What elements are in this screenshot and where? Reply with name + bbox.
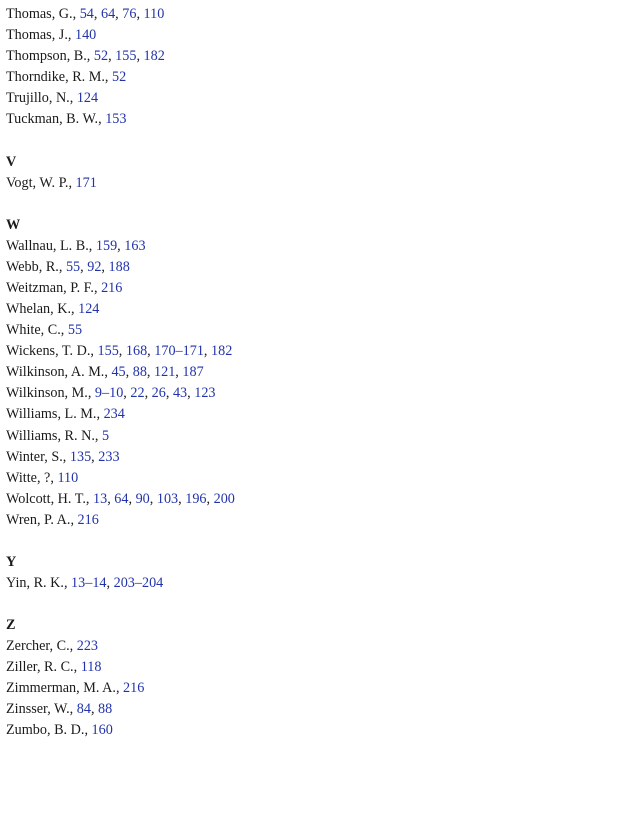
page-separator: , <box>125 364 133 381</box>
index-entry <box>6 573 626 594</box>
name-separator: , <box>88 237 96 254</box>
page-link[interactable]: 64 <box>100 6 116 22</box>
author-name: Yin, R. K. <box>6 574 64 591</box>
index-section-v <box>6 152 626 194</box>
section-heading: V <box>6 153 17 170</box>
page-link[interactable]: 124 <box>78 300 100 317</box>
name-separator: , <box>85 490 93 507</box>
author-name: Vogt, W. P. <box>6 174 69 191</box>
name-separator: , <box>115 680 124 697</box>
page-separator: , <box>187 385 195 402</box>
index-entry <box>6 636 626 657</box>
index-entry <box>6 46 626 67</box>
index-entry <box>6 362 626 383</box>
index-section-y <box>6 552 626 594</box>
author-name: Trujillo, N. <box>6 90 70 107</box>
page-link[interactable]: 124 <box>76 90 99 107</box>
author-name: Webb, R. <box>6 258 59 275</box>
author-name: Wickens, T. D. <box>6 343 91 360</box>
section-heading: W <box>6 216 21 233</box>
index-entry <box>6 109 626 130</box>
index-entry <box>6 257 626 278</box>
page-link[interactable]: 103 <box>156 490 179 507</box>
name-separator: , <box>69 638 77 655</box>
page-separator: , <box>101 258 109 275</box>
author-name: Zinsser, W. <box>6 701 70 718</box>
page-separator: , <box>107 490 115 507</box>
page-link[interactable]: 88 <box>132 364 147 381</box>
page-link[interactable]: 160 <box>91 722 113 739</box>
page-separator: , <box>136 6 144 22</box>
index-entry <box>6 341 626 362</box>
author-name: Ziller, R. C. <box>6 659 74 676</box>
name-separator: , <box>104 69 113 86</box>
page-separator: , <box>118 343 126 360</box>
page-link[interactable]: 45 <box>111 364 126 381</box>
page-link[interactable]: 123 <box>194 385 216 402</box>
index-entry <box>6 383 626 404</box>
page-link[interactable]: 26 <box>151 385 166 402</box>
name-separator: , <box>62 448 70 465</box>
page-link[interactable]: 110 <box>57 469 79 486</box>
name-separator: , <box>72 6 80 22</box>
index-entry <box>6 67 626 88</box>
page-link[interactable]: 5 <box>101 427 110 444</box>
page-link[interactable]: 155 <box>97 343 119 360</box>
page-link[interactable]: 188 <box>108 258 130 275</box>
page-link[interactable]: 223 <box>76 638 99 655</box>
page-separator: , <box>147 343 155 360</box>
index-entry <box>6 173 626 194</box>
page-separator: , <box>123 385 131 402</box>
page-link[interactable]: 55 <box>67 322 83 339</box>
page-link[interactable]: 110 <box>143 6 165 22</box>
name-separator: , <box>68 174 76 191</box>
page-link[interactable]: 171 <box>75 174 97 191</box>
page-separator: , <box>106 574 114 591</box>
author-name: Thompson, B. <box>6 48 87 65</box>
author-name: Williams, R. N. <box>6 427 95 444</box>
name-separator: , <box>69 701 77 718</box>
index-entry <box>6 468 626 489</box>
author-name: Whelan, K. <box>6 300 72 317</box>
index-section-w <box>6 215 626 531</box>
author-name: Weitzman, P. F. <box>6 279 94 296</box>
author-name: Zercher, C. <box>6 638 70 655</box>
page-link[interactable]: 54 <box>79 6 94 22</box>
index-entry <box>6 278 626 299</box>
name-separator: , <box>98 111 106 128</box>
page-link[interactable]: 216 <box>101 279 123 296</box>
name-separator: , <box>90 343 98 360</box>
index-entry <box>6 88 626 109</box>
author-name: Wallnau, L. B. <box>6 237 89 254</box>
page-separator: , <box>91 448 99 465</box>
page-separator: , <box>93 6 101 22</box>
page-link[interactable]: 13 <box>93 490 108 507</box>
author-name: Wolcott, H. T. <box>6 490 86 507</box>
index-entry <box>6 720 626 741</box>
index-entry <box>6 236 626 257</box>
page-link[interactable]: 187 <box>182 364 204 381</box>
page-link[interactable]: 135 <box>69 448 92 465</box>
page-separator: , <box>117 237 125 254</box>
page-separator: , <box>136 48 144 65</box>
author-name: Wilkinson, A. M. <box>6 364 105 381</box>
page-link[interactable]: 203–204 <box>113 574 164 591</box>
name-separator: , <box>58 258 66 275</box>
page-link[interactable]: 43 <box>172 385 188 402</box>
page-link[interactable]: 92 <box>87 258 102 275</box>
index-entry <box>6 678 626 699</box>
author-name: Zumbo, B. D. <box>6 722 85 739</box>
index-entry <box>6 25 626 46</box>
name-separator: , <box>67 27 75 44</box>
page-separator: , <box>175 364 183 381</box>
author-name: Thomas, J. <box>6 27 68 44</box>
page-link[interactable]: 140 <box>74 27 97 44</box>
page-link[interactable]: 84 <box>76 701 91 718</box>
page-link[interactable]: 159 <box>95 237 118 254</box>
page-link[interactable]: 13–14 <box>71 574 107 591</box>
author-name: Thomas, G. <box>6 6 73 22</box>
page-separator: , <box>90 701 99 718</box>
name-separator: , <box>84 722 92 739</box>
page-separator: , <box>80 258 88 275</box>
author-name: Witte, ? <box>6 469 51 486</box>
page-link[interactable]: 88 <box>98 701 113 718</box>
name-separator: , <box>104 364 112 381</box>
page-link[interactable]: 233 <box>98 448 120 465</box>
page-separator: , <box>144 385 152 402</box>
page-link[interactable]: 155 <box>115 48 137 65</box>
page-link[interactable]: 52 <box>112 69 127 86</box>
page-link[interactable]: 168 <box>125 343 148 360</box>
name-separator: , <box>71 300 79 317</box>
section-heading: Y <box>6 553 17 570</box>
page-link[interactable]: 9–10 <box>94 385 124 402</box>
page-link[interactable]: 216 <box>77 511 99 528</box>
section-heading: Z <box>6 617 16 634</box>
page-link[interactable]: 234 <box>103 406 125 423</box>
page-separator: , <box>149 490 157 507</box>
page-link[interactable]: 118 <box>80 659 102 676</box>
page-link[interactable]: 76 <box>122 6 137 22</box>
page-separator: , <box>178 490 186 507</box>
page-separator: , <box>203 343 211 360</box>
page-link[interactable]: 22 <box>130 385 145 402</box>
page-link[interactable]: 163 <box>124 237 146 254</box>
name-separator: , <box>69 90 77 107</box>
page-link[interactable]: 121 <box>154 364 176 381</box>
author-name: Wren, P. A. <box>6 511 71 528</box>
index-entry <box>6 447 626 468</box>
name-separator: , <box>70 511 78 528</box>
name-separator: , <box>60 322 68 339</box>
name-separator: , <box>63 574 72 591</box>
index-entry <box>6 320 626 341</box>
index-entry <box>6 426 626 447</box>
index-entry <box>6 510 626 531</box>
page-separator: , <box>165 385 173 402</box>
author-index <box>6 4 626 742</box>
index-entry <box>6 489 626 510</box>
page-separator: , <box>115 6 123 22</box>
name-separator: , <box>73 659 81 676</box>
author-name: Zimmerman, M. A. <box>6 680 116 697</box>
name-separator: , <box>94 427 102 444</box>
name-separator: , <box>86 48 94 65</box>
page-link[interactable]: 216 <box>123 680 145 697</box>
page-link[interactable]: 200 <box>213 490 235 507</box>
author-name: Williams, L. M. <box>6 406 97 423</box>
index-entry <box>6 699 626 720</box>
page-link[interactable]: 55 <box>65 258 81 275</box>
index-section <box>6 4 626 131</box>
page-link[interactable]: 196 <box>185 490 207 507</box>
author-name: Thorndike, R. M. <box>6 69 105 86</box>
name-separator: , <box>50 469 58 486</box>
index-entry <box>6 299 626 320</box>
page-link[interactable]: 52 <box>93 48 109 65</box>
page-link[interactable]: 153 <box>105 111 127 128</box>
index-entry <box>6 657 626 678</box>
name-separator: , <box>87 385 95 402</box>
author-name: White, C. <box>6 322 61 339</box>
page-link[interactable]: 182 <box>143 48 165 65</box>
author-name: Winter, S. <box>6 448 63 465</box>
page-separator: , <box>206 490 214 507</box>
index-entry <box>6 404 626 425</box>
author-name: Wilkinson, M. <box>6 385 88 402</box>
page-separator: , <box>146 364 155 381</box>
name-separator: , <box>96 406 104 423</box>
page-separator: , <box>128 490 136 507</box>
author-name: Tuckman, B. W. <box>6 111 99 128</box>
page-link[interactable]: 90 <box>135 490 150 507</box>
page-link[interactable]: 182 <box>211 343 233 360</box>
name-separator: , <box>93 279 102 296</box>
index-entry <box>6 4 626 25</box>
index-section-z <box>6 615 626 741</box>
page-separator: , <box>108 48 116 65</box>
page-link[interactable]: 64 <box>114 490 129 507</box>
page-link[interactable]: 170–171 <box>154 343 204 360</box>
